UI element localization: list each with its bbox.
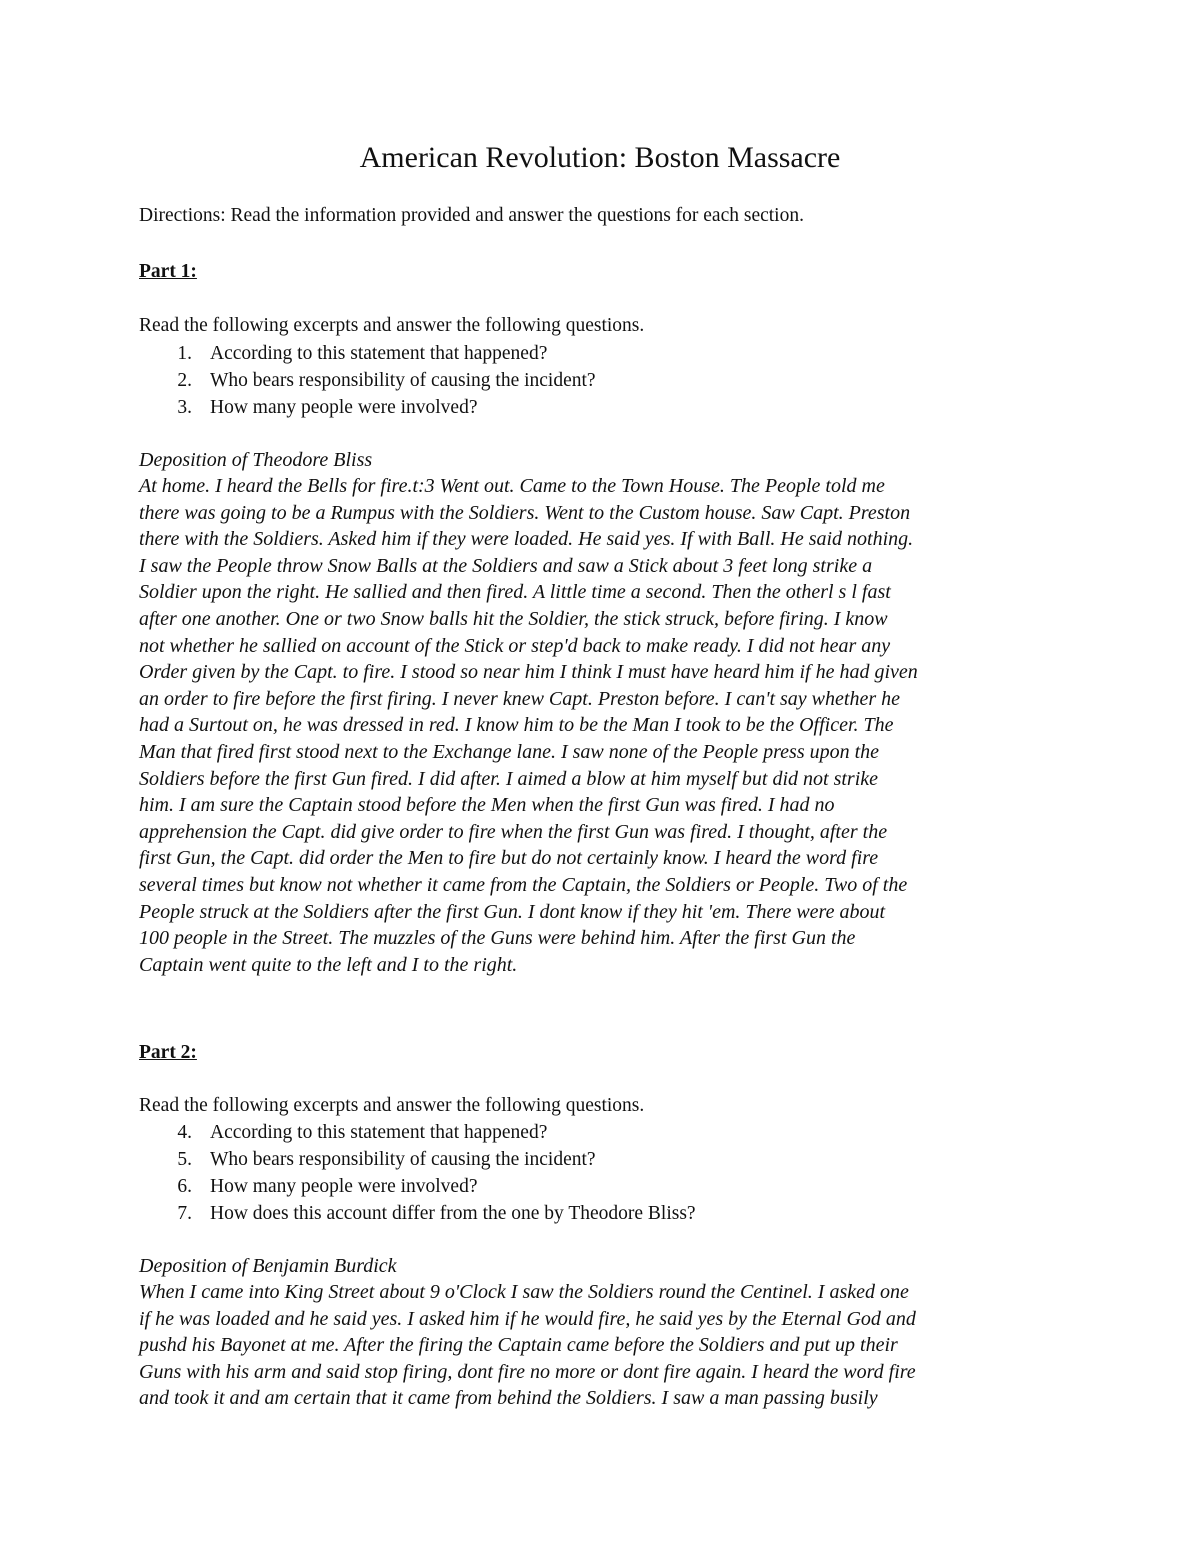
deposition-line: pushd his Bayonet at me. After the firing the Captain came before the Soldiers and put up their bbox=[139, 1334, 898, 1357]
deposition-line: if he was loaded and he said yes. I asked him if he would fire, he said yes by the Eternal God and bbox=[139, 1307, 916, 1330]
deposition-line: there with the Soldiers. Asked him if they were loaded. He said yes. If with Ball. He said nothing. bbox=[139, 528, 914, 551]
question-number: 6. bbox=[177, 1176, 192, 1197]
deposition-body-burdick bbox=[139, 1279, 916, 1412]
question-text: Who bears responsibility of causing the incident? bbox=[210, 370, 596, 391]
part-1-intro: Read the following excerpts and answer the following questions. bbox=[139, 315, 645, 336]
question-number: 5. bbox=[177, 1149, 192, 1170]
deposition-line: 100 people in the Street. The muzzles of the Guns were behind him. After the first Gun the bbox=[139, 927, 856, 950]
question-text: How many people were involved? bbox=[210, 1176, 478, 1197]
page-title: American Revolution: Boston Massacre bbox=[359, 141, 841, 174]
deposition-line: had a Surtout on, he was dressed in red. I know him to be the Man I took to be the Officer. The bbox=[139, 714, 894, 737]
question-number: 7. bbox=[177, 1203, 192, 1224]
question-number: 1. bbox=[177, 343, 192, 364]
deposition-line: Soldier upon the right. He sallied and then fired. A little time a second. Then the otherl s l fast bbox=[139, 581, 891, 604]
question-number: 3. bbox=[177, 397, 192, 418]
deposition-line: first Gun, the Capt. did order the Men to fire but do not certainly know. I heard the word fire bbox=[139, 847, 879, 870]
directions-text: Directions: Read the information provided and answer the questions for each section. bbox=[139, 205, 804, 226]
deposition-line: People struck at the Soldiers after the first Gun. I dont know if they hit 'em. There were about bbox=[139, 900, 886, 923]
question-text: Who bears responsibility of causing the incident? bbox=[210, 1149, 596, 1170]
deposition-line: Guns with his arm and said stop firing, dont fire no more or dont fire again. I heard the word fire bbox=[139, 1360, 916, 1383]
part-1-heading: Part 1: bbox=[139, 261, 197, 282]
deposition-line: several times but know not whether it came from the Captain, the Soldiers or People. Two of the bbox=[139, 873, 908, 896]
deposition-line: Soldiers before the first Gun fired. I did after. I aimed a blow at him myself but did not strike bbox=[139, 767, 879, 790]
deposition-line: not whether he sallied on account of the Stick or step'd back to make ready. I did not hear any bbox=[139, 634, 891, 657]
part-2-intro: Read the following excerpts and answer the following questions. bbox=[139, 1095, 645, 1116]
deposition-line: When I came into King Street about 9 o'Clock I saw the Soldiers round the Centinel. I asked one bbox=[139, 1281, 909, 1303]
question-text: According to this statement that happened? bbox=[210, 343, 548, 364]
deposition-line: Captain went quite to the left and I to the right. bbox=[139, 953, 518, 976]
deposition-line: Order given by the Capt. to fire. I stood so near him I think I must have heard him if he had given bbox=[139, 661, 918, 684]
deposition-title-burdick: Deposition of Benjamin Burdick bbox=[139, 1255, 397, 1277]
question-text: How many people were involved? bbox=[210, 397, 478, 418]
deposition-line: him. I am sure the Captain stood before the Men when the first Gun was fired. I had no bbox=[139, 794, 835, 817]
question-number: 4. bbox=[177, 1122, 192, 1143]
question-number: 2. bbox=[177, 370, 192, 391]
part-2-heading: Part 2: bbox=[139, 1042, 197, 1063]
deposition-line: after one another. One or two Snow balls hit the Soldier, the stick struck, before firing. I know bbox=[139, 607, 888, 630]
deposition-line: At home. I heard the Bells for fire.t:3 Went out. Came to the Town House. The People told me bbox=[139, 475, 885, 497]
deposition-line: Man that fired first stood next to the Exchange lane. I saw none of the People press upon the bbox=[139, 740, 880, 763]
deposition-title-bliss: Deposition of Theodore Bliss bbox=[139, 449, 373, 471]
question-text: According to this statement that happened? bbox=[210, 1122, 548, 1143]
deposition-line: an order to fire before the first firing. I never knew Capt. Preston before. I can't say whether he bbox=[139, 687, 900, 710]
question-text: How does this account differ from the one by Theodore Bliss? bbox=[210, 1203, 696, 1224]
deposition-line: I saw the People throw Snow Balls at the Soldiers and saw a Stick about 3 feet long strike a bbox=[139, 554, 873, 577]
deposition-line: and took it and am certain that it came from behind the Soldiers. I saw a man passing busily bbox=[139, 1387, 878, 1410]
deposition-line: apprehension the Capt. did give order to fire when the first Gun was fired. I thought, after the bbox=[139, 820, 888, 843]
deposition-line: there was going to be a Rumpus with the Soldiers. Went to the Custom house. Saw Capt. Preston bbox=[139, 501, 911, 524]
deposition-body-bliss bbox=[139, 473, 918, 978]
